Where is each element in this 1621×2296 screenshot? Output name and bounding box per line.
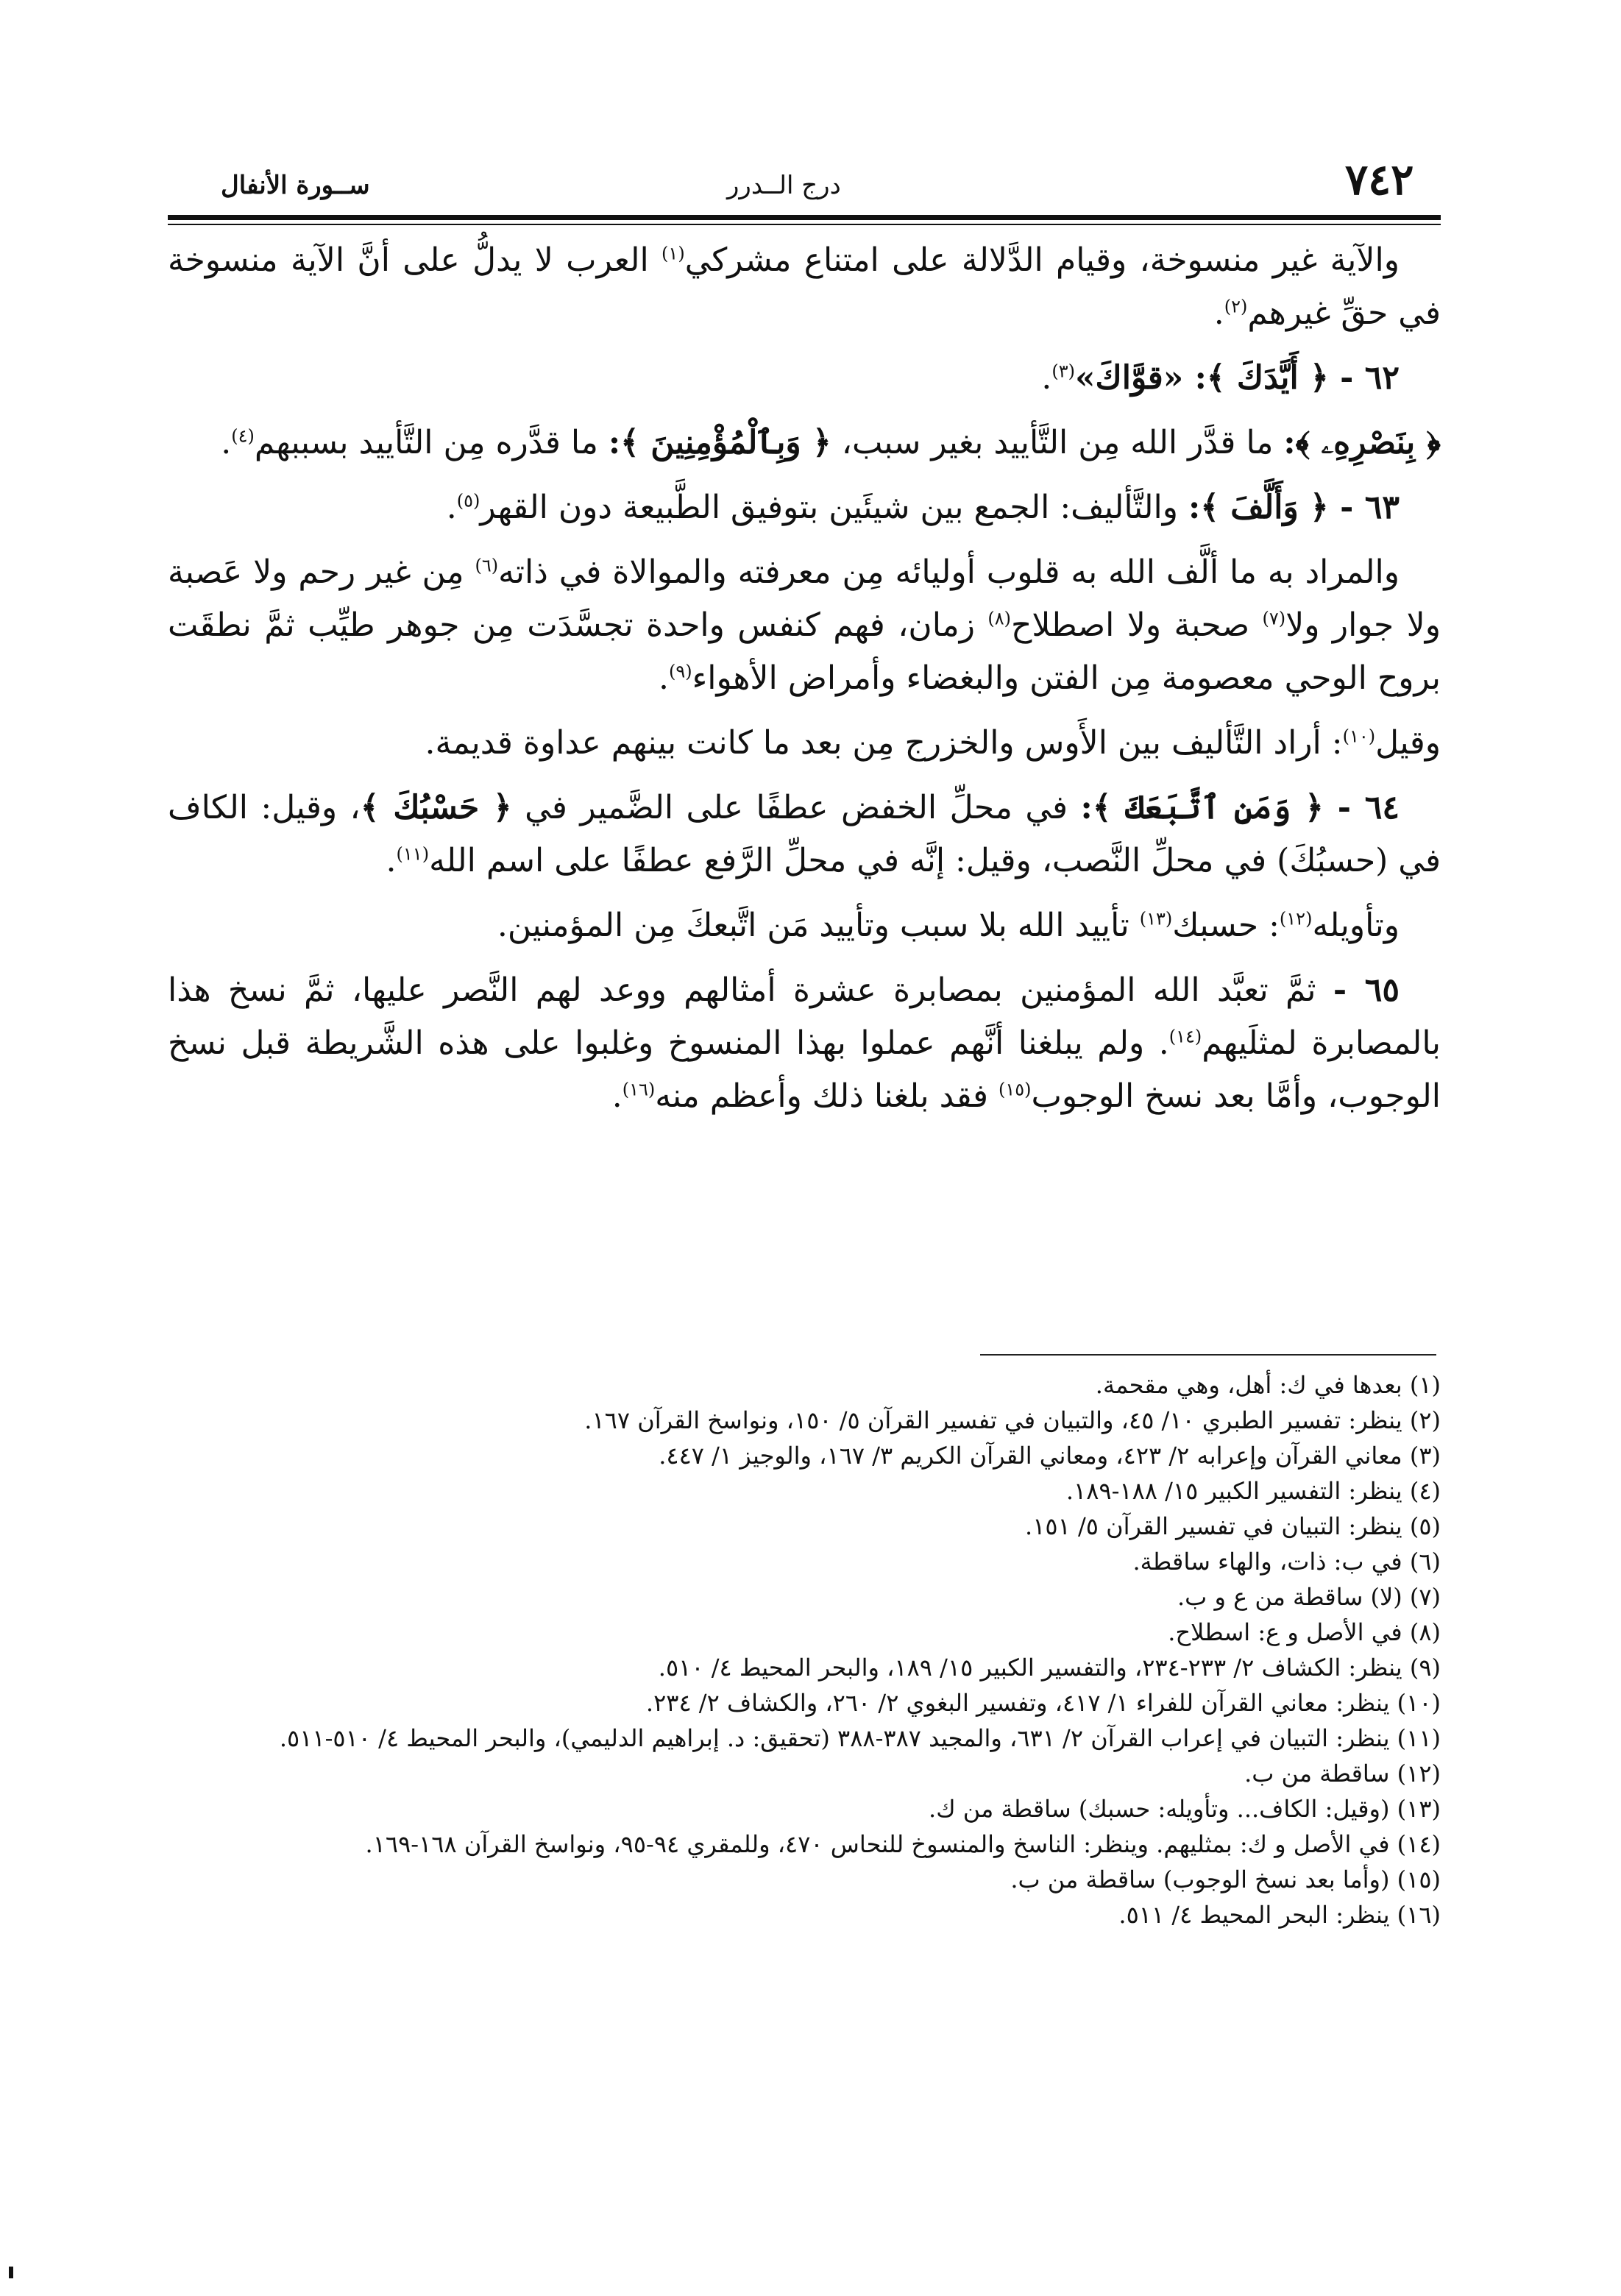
footnote-ref[interactable]: (٥) — [456, 490, 480, 511]
text: ، وقيل: الكاف في (حسبُكَ) في محلِّ النَّصب، وقيل: إنَّه في محلِّ الرَّفع عطفًا على اسم الله — [168, 789, 1441, 879]
quran-term: ﴿ حَسْبُكَ ﴾ — [360, 789, 512, 826]
footnote-10: (١٠) ينظر: معاني القرآن للفراء ١/ ٤١٧، وتفسير البغوي ٢/ ٢٦٠، والكشاف ٢/ ٢٣٤. — [645, 1689, 1441, 1717]
text: . — [221, 424, 232, 461]
quran-term: ﴿ بِنَصْرِهِۦ ﴾: — [1283, 424, 1441, 461]
header-rule-thick — [168, 215, 1441, 220]
footnote-separator — [980, 1354, 1436, 1356]
text: ثمَّ تعبَّد الله المؤمنين بمصابرة عشرة أمثالهم ووعد لهم النَّصر عليها، ثمَّ نسخ هذا بالمصابرة لمثلَيهم — [168, 971, 1441, 1062]
footnote-ref[interactable]: (٩) — [668, 661, 692, 682]
text: والمراد به ما ألَّف الله به قلوب أوليائه مِن معرفته والموالاة في ذاته — [498, 553, 1400, 591]
text: صحبة ولا اصطلاح — [1011, 606, 1263, 644]
footnote-ref[interactable]: (١٣) — [1139, 908, 1173, 929]
footnote-ref[interactable]: (١٥) — [998, 1079, 1032, 1100]
footnote-ref[interactable]: (٦) — [475, 555, 499, 576]
text: . — [446, 489, 457, 526]
text: والآية غير منسوخة، وقيام الدَّلالة على امتناع مشركي — [684, 241, 1400, 279]
text: : أراد التَّأليف بين الأَوس والخزرج مِن بعد ما كانت بينهم عداوة قديمة. — [425, 724, 1343, 762]
paragraph-aws-khazraj — [168, 717, 1441, 770]
footnote-7: (٧) (لا) ساقطة من ع و ب. — [1177, 1583, 1441, 1611]
text: ما قدَّر الله مِن التَّأييد بغير سبب، — [831, 424, 1284, 461]
verse-62-heading: ٦٢ - ﴿ أَيَّدَكَ ﴾: — [1194, 359, 1400, 397]
text: وتأويله — [1312, 907, 1400, 944]
footnote-ref[interactable]: (١٠) — [1342, 726, 1376, 747]
footnote-12: (١٢) ساقطة من ب. — [1244, 1760, 1441, 1787]
footnote-ref[interactable]: (٨) — [987, 608, 1011, 629]
footnote-4: (٤) ينظر: التفسير الكبير ١٥/ ١٨٨-١٨٩. — [1065, 1477, 1441, 1505]
text: ما قدَّره مِن التَّأييد بسببهم — [254, 424, 609, 461]
footnote-ref[interactable]: (٣) — [1051, 361, 1075, 382]
footnote-ref[interactable]: (١) — [661, 243, 685, 264]
paragraph-tawil — [168, 899, 1441, 952]
verse-63-heading: ٦٣ - ﴿ وَأَلَّفَ ﴾: — [1188, 489, 1400, 526]
text: زمان، فهم كنفس واحدة تجسَّدَت مِن جوهر طيِّب ثمَّ نطقَت بروح الوحي معصومة مِن الفتن والبغضاء وأمراض الأهواء — [168, 606, 1441, 697]
footnote-15: (١٥) (وأما بعد نسخ الوجوب) ساقطة من ب. — [1010, 1866, 1441, 1893]
footnote-ref[interactable]: (١٦) — [622, 1079, 656, 1100]
footnote-5: (٥) ينظر: التبيان في تفسير القرآن ٥/ ١٥١. — [1025, 1512, 1441, 1540]
text: فقد بلغنا ذلك وأعظم منه — [655, 1077, 999, 1115]
text: «قوَّاكَ» — [1074, 359, 1195, 397]
text: تأييد الله بلا سبب وتأييد مَن اتَّبعكَ مِن المؤمنين. — [497, 907, 1140, 944]
page-number: ٧٤٢ — [1345, 155, 1414, 205]
footnotes — [168, 1367, 1441, 1932]
text: والتَّأليف: الجمع بين شيئَين بتوفيق الطَّبيعة دون القهر — [480, 489, 1188, 526]
text: . — [611, 1077, 622, 1115]
footnote-ref[interactable]: (١١) — [396, 843, 430, 865]
footnote-13: (١٣) (وقيل: الكاف... وتأويله: حسبك) ساقطة من ك. — [929, 1795, 1441, 1823]
verse-65-heading: ٦٥ - — [1333, 971, 1400, 1009]
surah-title: ســورة الأنفال — [221, 171, 370, 200]
quran-term: ﴿ وَبِٱلْمُؤْمِنِينَ ﴾: — [608, 424, 831, 461]
footnote-14: (١٤) في الأصل و ك: بمثليهم. وينظر: الناسخ والمنسوخ للنحاس ٤٧٠، وللمقري ٩٤-٩٥، ونواسخ القرآن ١٦٨-١٦٩. — [365, 1830, 1441, 1858]
scan-mark — [9, 2267, 13, 2278]
paragraph-binasrihi — [168, 417, 1441, 470]
paragraph-verse-63 — [168, 481, 1441, 534]
text: . — [1213, 294, 1224, 332]
text: العرب لا يدلُّ على أنَّ الآية منسوخة في حقِّ غيرهم — [168, 241, 1441, 332]
paragraph-verse-62 — [168, 352, 1441, 405]
footnote-1: (١) بعدها في ك: أهل، وهي مقحمة. — [1095, 1371, 1441, 1399]
footnote-16: (١٦) ينظر: البحر المحيط ٤/ ٥١١. — [1118, 1901, 1441, 1929]
footnote-ref[interactable]: (٢) — [1224, 296, 1248, 317]
paragraph-verse-65 — [168, 964, 1441, 1123]
paragraph-abrogation — [168, 234, 1441, 340]
text: وقيل — [1375, 724, 1441, 762]
paragraph-meaning — [168, 546, 1441, 705]
main-text — [168, 234, 1441, 1135]
footnote-ref[interactable]: (٤) — [231, 425, 255, 447]
text: . ولم يبلغنا أنَّهم عملوا بهذا المنسوخ وغلبوا على هذه الشَّريطة قبل نسخ الوجوب، وأمَّا بعد نسخ الوجوب — [168, 1024, 1441, 1115]
footnote-11: (١١) ينظر: التبيان في إعراب القرآن ٢/ ٦٣١، والمجيد ٣٨٧-٣٨٨ (تحقيق: د. إبراهيم الدليمي)، والبحر المحيط ٤/ ٥١٠-٥١١. — [279, 1724, 1441, 1752]
text: . — [1041, 359, 1052, 397]
footnote-ref[interactable]: (١٤) — [1168, 1026, 1202, 1047]
paragraph-verse-64 — [168, 782, 1441, 887]
footnote-2: (٢) ينظر: تفسير الطبري ١٠/ ٤٥، والتبيان في تفسير القرآن ٥/ ١٥٠، ونواسخ القرآن ١٦٧. — [584, 1406, 1441, 1434]
footnote-ref[interactable]: (٧) — [1262, 608, 1286, 629]
footnote-6: (٦) في ب: ذات، والهاء ساقطة. — [1132, 1548, 1441, 1576]
text: . — [658, 659, 669, 697]
text: . — [386, 842, 397, 879]
footnote-ref[interactable]: (١٢) — [1279, 908, 1313, 929]
book-title: درج الــدرر — [727, 171, 841, 200]
verse-64-heading: ٦٤ - ﴿ وَمَنِ ٱتَّبَعَكَ ﴾: — [1080, 789, 1400, 826]
footnote-8: (٨) في الأصل و ع: اسطلاح. — [1168, 1618, 1441, 1646]
text: : حسبك — [1172, 907, 1280, 944]
footnote-3: (٣) معاني القرآن وإعرابه ٢/ ٤٢٣، ومعاني القرآن الكريم ٣/ ١٦٧، والوجيز ١/ ٤٤٧. — [659, 1442, 1441, 1470]
header-rule-thin — [168, 224, 1441, 225]
text: مِن غير رحم ولا عَصبة ولا جوار ولا — [168, 553, 1441, 644]
text: في محلِّ الخفض عطفًا على الضَّمير في — [511, 789, 1081, 826]
footnote-9: (٩) ينظر: الكشاف ٢/ ٢٣٣-٢٣٤، والتفسير الكبير ١٥/ ١٨٩، والبحر المحيط ٤/ ٥١٠. — [658, 1654, 1441, 1682]
